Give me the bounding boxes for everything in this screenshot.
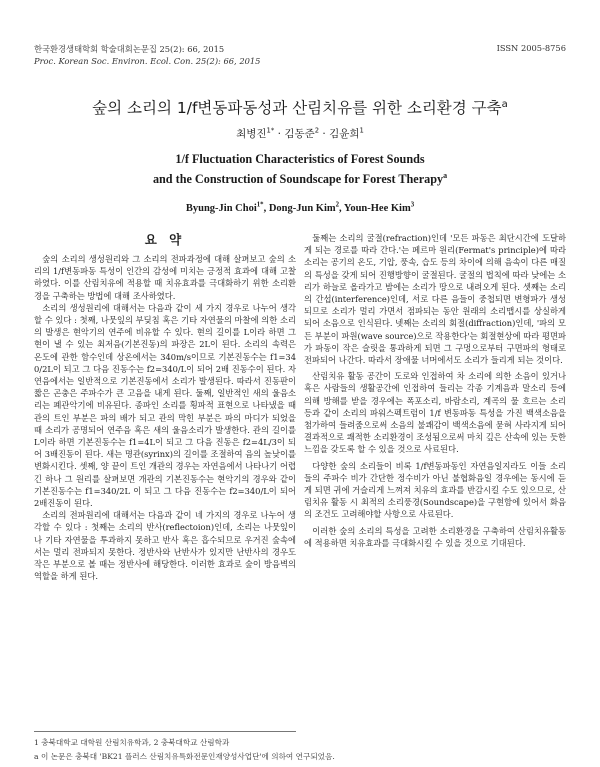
title-english-sup: a [443,170,448,180]
author-ko-3: 김윤희 [329,128,360,140]
author-ko-3-sup: 1 [359,126,364,135]
author-en-1: Byung-Jin Choi [185,203,257,214]
issn: ISSN 2005-8756 [496,43,566,53]
author-ko-1: 최병진 [236,128,267,140]
abstract-paragraph: 다양한 숲의 소리들이 비록 1/f변동파동인 자연음일지라도 이들 소리들의 주파수 비가 간단한 정수비가 아닌 불협화음일 경우에는 동시에 듣게 되면 귀에 거슬리게 느껴져 치유의 효과를 반감시킬 수도 있으므로, 산림치유 활동 시 최적의 소리풍경(Soundscape)을 구현함에 있어서 화음의 조건도 고려해야할 사항으로 사료된다. [304,460,566,520]
title-korean-sup: a [501,98,508,110]
abstract-paragraph: 소리의 생성원리에 대해서는 다음과 같이 세 가지 경우로 나누어 생각할 수 있다 : 첫째, 나뭇잎의 부딪침 혹은 기타 자연물의 마찰에 의한 소리의 발생은 현악기의 연주에 비유할 수 있다. 현의 길이를 L이라 하면 그 현이 낼 수 있는 최저음(기본진동)의 파장은 2L이 된다. 소리의 속력은 온도에 관한 함수인데 상온에서는 340m/s이므로 기본진동수는 f1=340/2L이 되고 그 다음 진동수는 f2=340/L이 되어 2배 진동수이 된다. 자연음에서는 일반적으로 기본진동에서 소리가 발생된다. 따라서 진동판이 짧은 곤충은 주파수가 큰 고음을 내게 된다. 둘째, 일반적인 새의 울음소리는 폐관악기에 비유된다. 종파인 소리를 횡파적 표현으로 나타냈을 때 관의 트인 부분은 파의 배가 되고 관의 막힌 부분은 파의 마디가 되었을 때 소리가 공명되어 연주음 혹은 새의 울음소리가 발생한다. 관의 길이를 L이라 하면 기본진동수는 f1=4L이 되고 그 다음 진동은 f2=4L/3이 되어 3배진동이 된다. 새는 명관(syrinx)의 길이를 조절하여 음의 높낮이를 변화시킨다. 셋째, 양 끝이 트인 개관의 경우는 자연음에서 나타나기 어렵긴 하나 그 원리를 살펴보면 개관의 기본진동수는 현악기의 경우와 같이 기본진동수는 f1=340/2L 이 되고 그 다음 진동수는 f2=340/L이 되어 2배진동이 된다. [34,302,296,509]
footnote-divider [34,731,296,732]
journal-header-ko: 한국환경생태학회 학술대회논문집 25(2): 66, 2015 [34,44,225,54]
author-ko-1-sup: 1* [266,126,275,135]
author-en-3-sup: 3 [410,201,415,209]
author-separator: · [274,128,285,140]
authors-english [0,203,600,214]
title-english-line2 [0,172,600,187]
author-en-3: Youn-Hee Kim [343,203,411,214]
abstract-right-column [304,232,566,549]
abstract-left-column [34,253,296,582]
journal-header-en: Proc. Korean Soc. Environ. Ecol. Con. 25(2): 66, 2015 [34,56,261,66]
author-separator: , [339,203,344,214]
author-en-1-sup: 1* [256,201,264,209]
author-en-2-sup: 2 [335,201,340,209]
abstract-heading: 요 약 [144,232,186,247]
authors-korean [0,126,600,141]
abstract-paragraph: 소리의 전파원리에 대해서는 다음과 같이 네 가지의 경우로 나누어 생각할 수 있다 : 첫째는 소리의 반사(reflectoion)인데, 소리는 나뭇잎이나 기타 자연물을 투과하지 못하고 반사 혹은 흡수되므로 우거진 숲속에서는 멀리 전파되지 못한다. 정반사와 난반사가 있지만 난반사의 경우도 작은 부분으로 볼 때는 정반사에 해당한다. 이러한 효과로 숲이 방음벽의 역할을 하게 된다. [34,510,296,582]
author-en-2: Dong-Jun Kim [268,203,336,214]
title-korean [0,96,600,118]
author-ko-2: 김동준 [284,128,315,140]
footnote-funding: a 이 논문은 충북대 'BK21 플러스 산림치유특화전문인재양성사업단'에 의하여 연구되었음. [34,752,335,761]
author-ko-2-sup: 2 [314,126,320,135]
footnote-affiliations: 1 충북대학교 대학원 산림치유학과, 2 충북대학교 산림학과 [34,738,230,747]
abstract-paragraph: 산림치유 활동 공간이 도로와 인접하여 차 소리에 의한 소음이 있거나 혹은 사람들의 생활공간에 인접하여 들리는 각종 기계음과 말소리 등에 의해 방해를 받을 경우에는 폭포소리, 바람소리, 계곡의 물 흐르는 소리 등과 같이 소리의 파워스펙트럼이 1/f 변동파동 특성을 가진 백색소음을 첨가하여 들려줌으로써 소음의 불쾌감이 백색소음에 묻혀 사라지게 되어 결과적으로 쾌적한 소리환경이 조성됨으로써 마치 깊은 산속에 있는 듯한 느낌을 갖도록 할 수 있을 것으로 사료된다. [304,371,566,455]
title-english-line1: 1/f Fluctuation Characteristics of Forest Sounds [175,152,425,166]
abstract-paragraph: 숲의 소리의 생성원리와 그 소리의 전파과정에 대해 살펴보고 숲의 소리의 1/f변동파동 특성이 인간의 감성에 미치는 긍정적 효과에 대해 고찰하였다. 이를 산림치유에 적용할 때 치유효과를 극대화하기 위한 소리환경을 구축하는 방법에 대해 조사하였다. [34,254,296,301]
author-separator: · [319,128,330,140]
title-english-line2-text: and the Construction of Soundscape for Forest Therapy [152,172,444,186]
abstract-paragraph: 둘째는 소리의 굴절(refraction)인데 '모든 파동은 최단시간에 도달하게 되는 경로를 따라 간다.'는 페르마 원리(Fermat's principle)에 따라 소리는 공기의 온도, 기압, 풍속, 습도 등의 차이에 의해 음속이 다른 매질의 특성을 갖게 되어 진행방향이 굴절된다. 굴절의 법칙에 따라 낮에는 소리가 하늘로 올라가고 밤에는 소리가 땅으로 내려오게 된다. 셋째는 소리의 간섭(interference)인데, 서로 다른 음들이 중첩되면 변형파가 생성되므로 소리가 멀리 가면서 점파되는 동안 원래의 소리맵시를 상실하게 되어 소음으로 인식된다. 넷째는 소리의 회절(diffraction)인데, '파의 모든 부분이 파원(wave source)으로 작용한다'는 회절현상에 따라 평면파가 파동이 작은 슬릿을 통과하게 되면 그 구멍으로부터 구면파의 형태로 전파되어 나간다. 따라서 장애물 너머에서도 소리가 들리게 되는 것이다. [304,233,566,366]
author-separator: , [263,203,269,214]
title-korean-text: 숲의 소리의 1/f변동파동성과 산림치유를 위한 소리환경 구축 [92,99,502,117]
abstract-paragraph: 이러한 숲의 소리의 특성을 고려한 소리환경을 구축하여 산림치유활동에 적용하면 치유효과를 극대화시킬 수 있을 것으로 기대된다. [304,525,566,548]
